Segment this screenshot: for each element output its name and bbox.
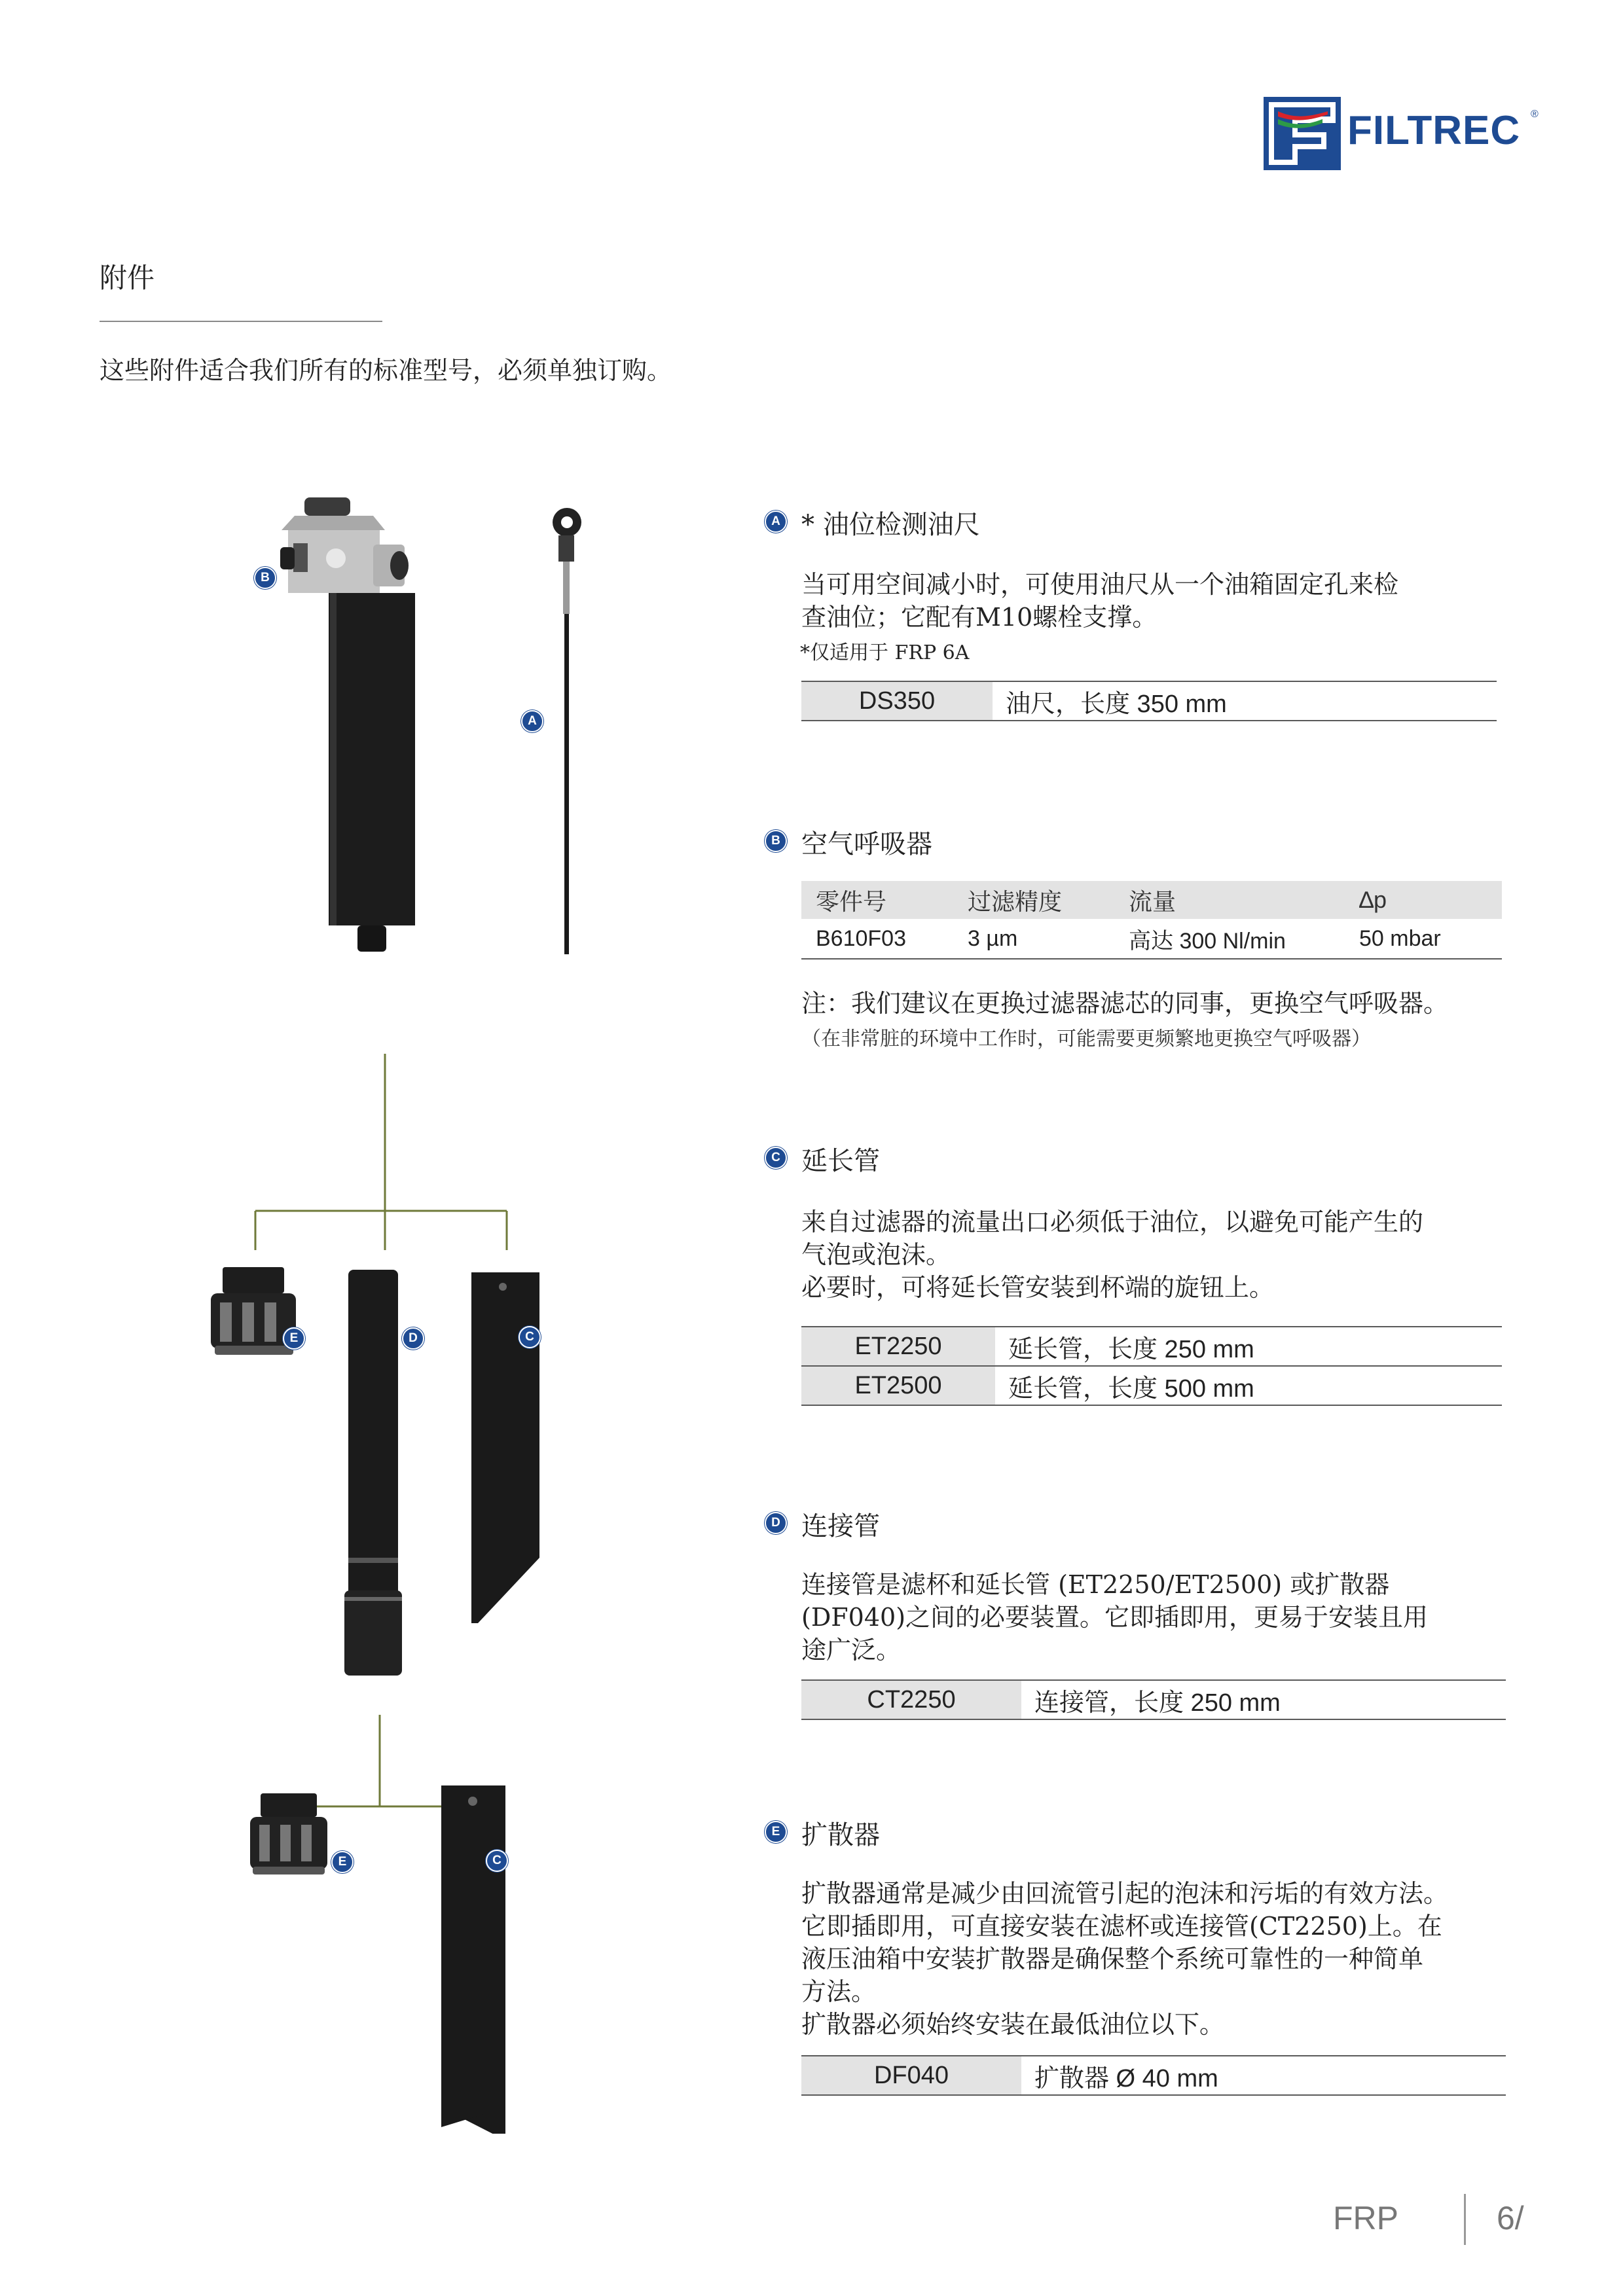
connecting-tube-code-table bbox=[801, 1679, 1506, 1720]
connecting-tube-image bbox=[344, 1270, 402, 1676]
dipstick-rod bbox=[564, 614, 569, 954]
page-number: 6/ bbox=[1497, 2200, 1524, 2236]
part-description: 延长管，长度 250 mm bbox=[1008, 1335, 1254, 1363]
filter-plug bbox=[326, 548, 346, 568]
part-description: 油尺，长度 350 mm bbox=[1006, 690, 1227, 718]
badge-e-illustration-1: E bbox=[283, 1327, 305, 1350]
header-filtration: 过滤精度 bbox=[968, 888, 1063, 915]
filter-head-top bbox=[282, 516, 385, 530]
part-description: 连接管，长度 250 mm bbox=[1034, 1689, 1281, 1717]
dipstick-note: *仅适用于 FRP 6A bbox=[800, 641, 970, 664]
badge-c: C bbox=[765, 1147, 787, 1169]
table-row bbox=[801, 1327, 1502, 1365]
header-flow: 流量 bbox=[1129, 888, 1176, 915]
badge-b: B bbox=[765, 830, 787, 852]
badge-a-illustration: A bbox=[521, 710, 543, 732]
air-breather-title: 空气呼吸器 bbox=[801, 829, 932, 859]
badge-a: A bbox=[765, 511, 787, 533]
air-breather-note: 注：我们建议在更换过滤器滤芯的同事，更换空气呼吸器。 bbox=[801, 989, 1449, 1018]
filter-bowl-knob bbox=[357, 925, 386, 952]
extension-tube-image-2 bbox=[441, 1785, 505, 2134]
extension-tube-code-table bbox=[801, 1326, 1502, 1406]
extension-tube-title: 延长管 bbox=[801, 1146, 880, 1176]
header-part-number: 零件号 bbox=[816, 888, 887, 915]
header-pressure-drop: ∆p bbox=[1359, 886, 1387, 913]
badge-d-illustration: D bbox=[402, 1327, 424, 1350]
footer-divider bbox=[1464, 2194, 1466, 2245]
connecting-tube-description: 连接管是滤杯和延长管 (ET2250/ET2500) 或扩散器 (DF040)之间的必要装置。它即插即用，更易于安装且用 途广泛。 bbox=[801, 1570, 1429, 1664]
badge-d: D bbox=[765, 1512, 787, 1534]
air-breather bbox=[280, 547, 295, 569]
brand-registered-mark: ® bbox=[1531, 109, 1539, 120]
footer-series: FRP bbox=[1333, 2200, 1398, 2236]
part-code: ET2500 bbox=[801, 1367, 995, 1405]
table-row bbox=[801, 2056, 1506, 2094]
part-code: DS350 bbox=[801, 682, 993, 720]
badge-e-illustration-2: E bbox=[331, 1851, 354, 1873]
part-description: 延长管，长度 500 mm bbox=[1008, 1374, 1254, 1403]
dipstick-title: * 油位检测油尺 bbox=[801, 510, 980, 540]
table-row bbox=[801, 919, 1502, 958]
filter-bowl bbox=[329, 593, 415, 925]
cell-pressure-drop: 50 mbar bbox=[1359, 925, 1441, 951]
title-divider bbox=[100, 321, 382, 322]
part-code: DF040 bbox=[801, 2056, 1021, 2094]
part-code: ET2250 bbox=[801, 1327, 995, 1365]
intro-text: 这些附件适合我们所有的标准型号，必须单独订购。 bbox=[100, 356, 672, 385]
table-row bbox=[801, 1681, 1506, 1719]
part-description: 扩散器 Ø 40 mm bbox=[1034, 2064, 1218, 2092]
cell-part-number: B610F03 bbox=[816, 925, 906, 951]
filtrec-logo-icon bbox=[1264, 97, 1341, 170]
badge-c-illustration-1: C bbox=[519, 1326, 541, 1348]
filter-outlet-hole bbox=[390, 551, 409, 580]
diffuser-description: 扩散器通常是减少由回流管引起的泡沫和污垢的有效方法。 它即插即用，可直接安装在滤杯或连接管(CT2250)上。在 液压油箱中安装扩散器是确保整个系统可靠性的一种简单 方法。 扩散器必须始终安装在最低油位以下。 bbox=[801, 1879, 1449, 2039]
air-breather-table bbox=[801, 881, 1502, 960]
table-row bbox=[801, 1365, 1502, 1405]
connecting-tube-title: 连接管 bbox=[801, 1511, 880, 1541]
brand-name: FILTREC bbox=[1347, 108, 1521, 153]
page-title: 附件 bbox=[100, 262, 155, 294]
extension-tube-description: 来自过滤器的流量出口必须低于油位，以避免可能产生的 气泡或泡沫。 必要时，可将延长管安装到杯端的旋钮上。 bbox=[801, 1208, 1424, 1302]
part-code: CT2250 bbox=[801, 1681, 1021, 1719]
table-header bbox=[801, 881, 1502, 919]
badge-e: E bbox=[765, 1821, 787, 1843]
badge-b-illustration: B bbox=[254, 567, 276, 589]
extension-tube-image-1 bbox=[471, 1272, 539, 1623]
filter-cap bbox=[304, 497, 350, 516]
dipstick-description: 当可用空间减小时，可使用油尺从一个油箱固定孔来检 查油位；它配有M10螺栓支撑。 bbox=[801, 570, 1399, 632]
accessories-illustration bbox=[177, 484, 635, 2134]
cell-flow: 高达 300 Nl/min bbox=[1129, 928, 1286, 954]
diffuser-image-2 bbox=[250, 1793, 327, 1874]
badge-c-illustration-2: C bbox=[486, 1850, 508, 1872]
table-row bbox=[801, 682, 1497, 720]
cell-filtration: 3 µm bbox=[968, 925, 1018, 951]
diffuser-title: 扩散器 bbox=[801, 1820, 880, 1850]
diffuser-code-table bbox=[801, 2055, 1506, 2096]
air-breather-note-detail: （在非常脏的环境中工作时，可能需要更频繁地更换空气呼吸器） bbox=[801, 1028, 1371, 1050]
dipstick-code-table bbox=[801, 681, 1497, 721]
breather-fitting bbox=[293, 543, 308, 572]
